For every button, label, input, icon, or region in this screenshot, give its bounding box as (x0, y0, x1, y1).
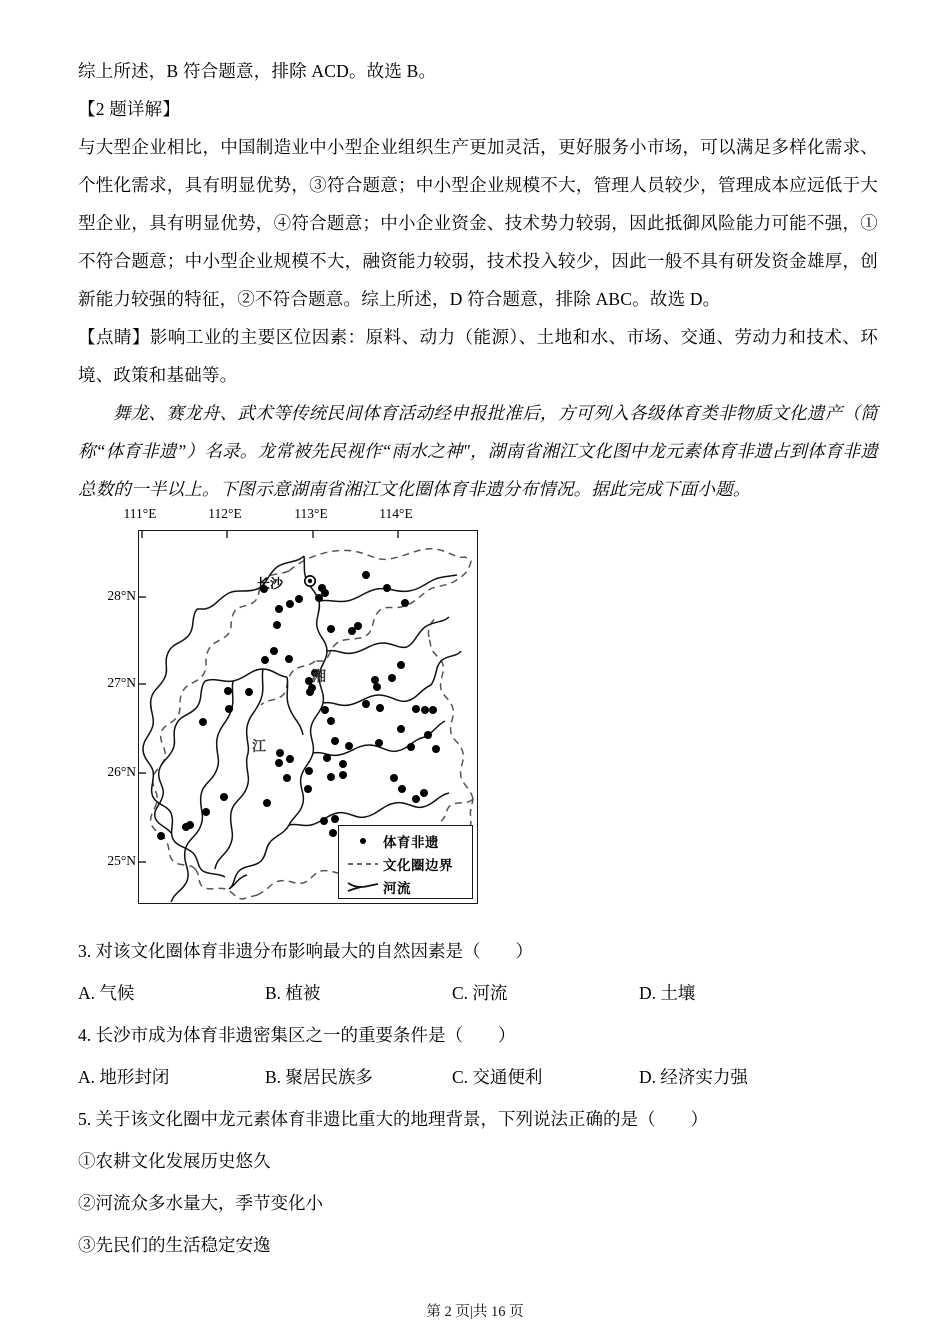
map-label-changsha: 长沙 (257, 576, 284, 591)
lon-tick-114e: 114°E (379, 506, 413, 521)
legend-row-heritage (343, 829, 468, 852)
lon-tick-112e: 112°E (208, 506, 242, 521)
body-text-block (78, 52, 878, 508)
lat-tick-25n: 25°N (107, 853, 136, 868)
legend-row-river (343, 875, 468, 898)
heritage-site-points (157, 571, 440, 840)
questions-block (78, 930, 888, 1266)
legend-label-heritage: 体育非遗 (383, 834, 439, 850)
question-5-item-2: ②河流众多水量大，季节变化小 (78, 1193, 323, 1213)
passage-intro: 舞龙、赛龙舟、武术等传统民间体育活动经申报批准后，方可列入各级体育类非物质文化遗产（简称“体育非遗”）名录。龙常被先民视作“雨水之神"，湖南省湘江文化图中龙元素体育非遗占到体育非遗总数的一半以上。下图示意湖南省湘江文化圈体育非遗分布情况。据此完成下面小题。 (78, 403, 878, 499)
question-3-option-b[interactable]: B. 植被 (265, 983, 321, 1003)
dot-icon (343, 838, 383, 844)
paragraph-heading-q2-analysis: 【2 题详解】 (78, 99, 181, 119)
legend-row-boundary (343, 852, 468, 875)
map-label-jiang: 江 (252, 738, 266, 754)
legend-label-river: 河流 (383, 880, 411, 896)
paragraph-q2-analysis: 与大型企业相比，中国制造业中小型企业组织生产更加灵活，更好服务小市场，可以满足多样化需求、个性化需求，具有明显优势，③符合题意；中小型企业规模不大，管理人员较少，管理成本应远低于大型企业，具有明显优势，④符合题意；中小企业资金、技术势力较弱，因此抵御风险能力可能不强，①不符合题意；中小型企业规模不大，融资能力较弱，技术投入较少，因此一般不具有研发资金雄厚，创新能力较强的特征，②不符合题意。综上所述，D 符合题意，排除 ABC。故选 D。 (78, 137, 878, 309)
map-label-xiang: 湘 (312, 668, 326, 684)
question-3-option-a[interactable]: A. 气候 (78, 983, 135, 1003)
question-5-item-3: ③先民们的生活稳定安逸 (78, 1235, 271, 1255)
question-3-options (78, 972, 888, 1014)
dashed-line-icon (343, 860, 383, 868)
lat-tick-26n: 26°N (107, 764, 136, 779)
map-plot-area (138, 530, 478, 904)
question-5-stem: 5. 关于该文化圈中龙元素体育非遗比重大的地理背景，下列说法正确的是（ ） (78, 1109, 708, 1129)
question-4-option-b[interactable]: B. 聚居民族多 (265, 1067, 373, 1087)
question-4-options (78, 1056, 888, 1098)
question-4-option-a[interactable]: A. 地形封闭 (78, 1067, 170, 1087)
question-5-item-1: ①农耕文化发展历史悠久 (78, 1151, 271, 1171)
page-footer: 第 2 页|共 16 页 (426, 1304, 524, 1320)
lon-tick-111e: 111°E (123, 506, 157, 521)
river-line-icon (343, 881, 383, 893)
question-4-option-d[interactable]: D. 经济实力强 (639, 1067, 748, 1087)
question-3-stem: 3. 对该文化圈体育非遗分布影响最大的自然因素是（ ） (78, 941, 533, 961)
question-3-option-c[interactable]: C. 河流 (452, 983, 508, 1003)
lat-tick-27n: 27°N (107, 675, 136, 690)
question-4-option-c[interactable]: C. 交通便利 (452, 1067, 543, 1087)
question-3-option-d[interactable]: D. 土壤 (639, 983, 696, 1003)
map-longitude-axis (88, 506, 488, 528)
paragraph-key-point: 【点睛】影响工业的主要区位因素：原料、动力（能源）、土地和水、市场、交通、劳动力和技术、环境、政策和基础等。 (78, 327, 878, 385)
map-legend (338, 825, 473, 899)
question-4-stem: 4. 长沙市成为体育非遗密集区之一的重要条件是（ ） (78, 1025, 516, 1045)
lon-tick-113e: 113°E (294, 506, 328, 521)
legend-label-boundary: 文化圈边界 (383, 857, 453, 873)
changsha-city-marker (305, 576, 315, 586)
figure-map-hunan-xiangjiang (88, 506, 488, 910)
lat-tick-28n: 28°N (107, 588, 136, 603)
paragraph-conclusion-1: 综上所述，B 符合题意，排除 ACD。故选 B。 (78, 61, 437, 81)
